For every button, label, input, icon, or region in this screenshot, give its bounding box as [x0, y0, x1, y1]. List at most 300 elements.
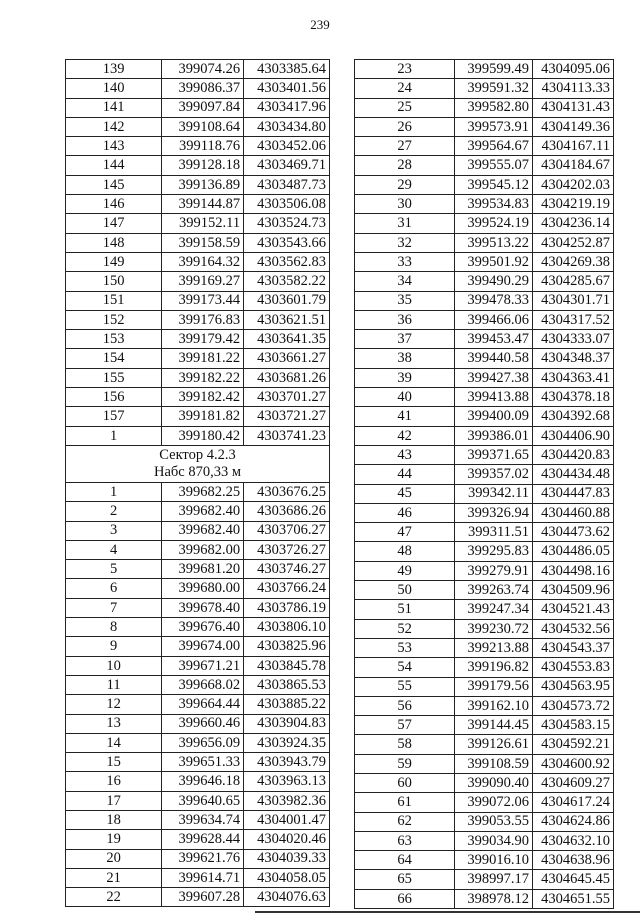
point-number-cell: 157 [66, 407, 162, 426]
y-coordinate-cell: 4303865.53 [244, 675, 330, 694]
table-row [66, 656, 330, 675]
x-coordinate-cell: 399311.51 [455, 523, 533, 542]
y-coordinate-cell: 4304058.05 [244, 868, 330, 887]
x-coordinate-cell: 399128.18 [162, 156, 244, 175]
table-row [355, 793, 614, 812]
right-table-rows [355, 60, 614, 909]
table-row [355, 233, 614, 252]
sector-title: Сектор 4.2.3 [159, 446, 236, 463]
x-coordinate-cell: 399072.06 [455, 793, 533, 812]
table-row [66, 407, 330, 426]
y-coordinate-cell: 4304184.67 [533, 156, 614, 175]
x-coordinate-cell: 399680.00 [162, 579, 244, 598]
y-coordinate-cell: 4303506.08 [244, 195, 330, 214]
y-coordinate-cell: 4303524.73 [244, 214, 330, 233]
y-coordinate-cell: 4304269.38 [533, 252, 614, 271]
y-coordinate-cell: 4303469.71 [244, 156, 330, 175]
table-row [355, 60, 614, 79]
page-number: 239 [310, 17, 330, 32]
x-coordinate-cell: 399180.42 [162, 426, 244, 445]
table-row [355, 252, 614, 271]
x-coordinate-cell: 399501.92 [455, 252, 533, 271]
x-coordinate-cell: 399152.11 [162, 214, 244, 233]
point-number-cell: 1 [66, 482, 162, 501]
point-number-cell: 55 [355, 677, 455, 696]
point-number-cell: 21 [66, 868, 162, 887]
point-number-cell: 46 [355, 503, 455, 522]
x-coordinate-cell: 399090.40 [455, 773, 533, 792]
y-coordinate-cell: 4304317.52 [533, 310, 614, 329]
point-number-cell: 34 [355, 272, 455, 291]
table-row [355, 368, 614, 387]
point-number-cell: 140 [66, 79, 162, 98]
x-coordinate-cell: 399582.80 [455, 98, 533, 117]
table-row [355, 812, 614, 831]
y-coordinate-cell: 4304333.07 [533, 330, 614, 349]
table-row [66, 521, 330, 540]
x-coordinate-cell: 399136.89 [162, 175, 244, 194]
x-coordinate-cell: 399490.29 [455, 272, 533, 291]
y-coordinate-cell: 4304632.10 [533, 831, 614, 850]
y-coordinate-cell: 4304001.47 [244, 810, 330, 829]
table-row [66, 791, 330, 810]
y-coordinate-cell: 4303681.26 [244, 368, 330, 387]
table-row [66, 291, 330, 310]
x-coordinate-cell: 399158.59 [162, 233, 244, 252]
sector-header-row [66, 445, 330, 482]
table-row [355, 870, 614, 889]
table-row [66, 349, 330, 368]
table-row [355, 658, 614, 677]
y-coordinate-cell: 4303982.36 [244, 791, 330, 810]
point-number-cell: 8 [66, 618, 162, 637]
point-number-cell: 61 [355, 793, 455, 812]
y-coordinate-cell: 4303562.83 [244, 252, 330, 271]
point-number-cell: 2 [66, 502, 162, 521]
y-coordinate-cell: 4304149.36 [533, 117, 614, 136]
point-number-cell: 23 [355, 60, 455, 79]
x-coordinate-cell: 399466.06 [455, 310, 533, 329]
y-coordinate-cell: 4303845.78 [244, 656, 330, 675]
y-coordinate-cell: 4304553.83 [533, 658, 614, 677]
table-row [66, 426, 330, 445]
x-coordinate-cell: 399053.55 [455, 812, 533, 831]
point-number-cell: 47 [355, 523, 455, 542]
x-coordinate-cell: 399173.44 [162, 291, 244, 310]
table-row [66, 675, 330, 694]
point-number-cell: 58 [355, 735, 455, 754]
point-number-cell: 3 [66, 521, 162, 540]
table-row [355, 696, 614, 715]
y-coordinate-cell: 4303452.06 [244, 137, 330, 156]
y-coordinate-cell: 4303924.35 [244, 733, 330, 752]
table-row [355, 310, 614, 329]
point-number-cell: 62 [355, 812, 455, 831]
x-coordinate-cell: 399591.32 [455, 79, 533, 98]
y-coordinate-cell: 4303721.27 [244, 407, 330, 426]
point-number-cell: 38 [355, 349, 455, 368]
point-number-cell: 60 [355, 773, 455, 792]
y-coordinate-cell: 4304617.24 [533, 793, 614, 812]
y-coordinate-cell: 4304392.68 [533, 407, 614, 426]
table-row [355, 156, 614, 175]
y-coordinate-cell: 4303621.51 [244, 310, 330, 329]
point-number-cell: 45 [355, 484, 455, 503]
table-row [355, 291, 614, 310]
x-coordinate-cell: 399573.91 [455, 117, 533, 136]
y-coordinate-cell: 4304131.43 [533, 98, 614, 117]
point-number-cell: 20 [66, 849, 162, 868]
y-coordinate-cell: 4303741.23 [244, 426, 330, 445]
point-number-cell: 59 [355, 754, 455, 773]
y-coordinate-cell: 4303963.13 [244, 772, 330, 791]
y-coordinate-cell: 4304563.95 [533, 677, 614, 696]
y-coordinate-cell: 4303601.79 [244, 291, 330, 310]
point-number-cell: 65 [355, 870, 455, 889]
x-coordinate-cell: 399513.22 [455, 233, 533, 252]
y-coordinate-cell: 4304573.72 [533, 696, 614, 715]
x-coordinate-cell: 399656.09 [162, 733, 244, 752]
point-number-cell: 155 [66, 368, 162, 387]
point-number-cell: 48 [355, 542, 455, 561]
table-row [66, 868, 330, 887]
x-coordinate-cell: 399660.46 [162, 714, 244, 733]
table-row [66, 888, 330, 907]
x-coordinate-cell: 399074.26 [162, 60, 244, 79]
y-coordinate-cell: 4303641.35 [244, 330, 330, 349]
point-number-cell: 37 [355, 330, 455, 349]
y-coordinate-cell: 4304447.83 [533, 484, 614, 503]
y-coordinate-cell: 4304651.55 [533, 889, 614, 908]
table-row [355, 889, 614, 908]
y-coordinate-cell: 4304095.06 [533, 60, 614, 79]
point-number-cell: 40 [355, 388, 455, 407]
table-row [355, 484, 614, 503]
point-number-cell: 16 [66, 772, 162, 791]
table-row [66, 117, 330, 136]
y-coordinate-cell: 4303885.22 [244, 695, 330, 714]
x-coordinate-cell: 399640.65 [162, 791, 244, 810]
point-number-cell: 7 [66, 598, 162, 617]
x-coordinate-cell: 399181.22 [162, 349, 244, 368]
point-number-cell: 50 [355, 581, 455, 600]
x-coordinate-cell: 399386.01 [455, 426, 533, 445]
x-coordinate-cell: 399144.87 [162, 195, 244, 214]
x-coordinate-cell: 399427.38 [455, 368, 533, 387]
point-number-cell: 141 [66, 98, 162, 117]
x-coordinate-cell: 399599.49 [455, 60, 533, 79]
table-row [355, 272, 614, 291]
point-number-cell: 44 [355, 465, 455, 484]
x-coordinate-cell: 399016.10 [455, 851, 533, 870]
x-coordinate-cell: 399678.40 [162, 598, 244, 617]
point-number-cell: 5 [66, 560, 162, 579]
point-number-cell: 149 [66, 252, 162, 271]
point-number-cell: 26 [355, 117, 455, 136]
table-row [66, 482, 330, 501]
sector-header [66, 445, 330, 482]
table-row [66, 849, 330, 868]
y-coordinate-cell: 4304638.96 [533, 851, 614, 870]
x-coordinate-cell: 399164.32 [162, 252, 244, 271]
x-coordinate-cell: 399628.44 [162, 830, 244, 849]
point-number-cell: 30 [355, 195, 455, 214]
x-coordinate-cell: 399682.25 [162, 482, 244, 501]
y-coordinate-cell: 4303806.10 [244, 618, 330, 637]
point-number-cell: 9 [66, 637, 162, 656]
table-row [355, 503, 614, 522]
table-row [355, 98, 614, 117]
y-coordinate-cell: 4304378.18 [533, 388, 614, 407]
y-coordinate-cell: 4303726.27 [244, 540, 330, 559]
point-number-cell: 143 [66, 137, 162, 156]
point-number-cell: 151 [66, 291, 162, 310]
table-row [355, 581, 614, 600]
table-row [66, 830, 330, 849]
y-coordinate-cell: 4303686.26 [244, 502, 330, 521]
table-row [355, 619, 614, 638]
table-row [355, 79, 614, 98]
y-coordinate-cell: 4304624.86 [533, 812, 614, 831]
point-number-cell: 15 [66, 753, 162, 772]
point-number-cell: 4 [66, 540, 162, 559]
table-row [66, 714, 330, 733]
coordinates-table-right [354, 59, 614, 909]
table-row [66, 330, 330, 349]
point-number-cell: 17 [66, 791, 162, 810]
table-row [66, 618, 330, 637]
point-number-cell: 57 [355, 716, 455, 735]
point-number-cell: 1 [66, 426, 162, 445]
coordinates-table-left [65, 59, 330, 907]
table-row [66, 272, 330, 291]
y-coordinate-cell: 4303676.25 [244, 482, 330, 501]
x-coordinate-cell: 399681.20 [162, 560, 244, 579]
y-coordinate-cell: 4303487.73 [244, 175, 330, 194]
sector-height: Набс 870,33 м [153, 463, 242, 480]
point-number-cell: 53 [355, 638, 455, 657]
table-row [66, 579, 330, 598]
x-coordinate-cell: 399534.83 [455, 195, 533, 214]
table-row [355, 716, 614, 735]
x-coordinate-cell: 399182.42 [162, 388, 244, 407]
table-row [355, 773, 614, 792]
x-coordinate-cell: 399607.28 [162, 888, 244, 907]
x-coordinate-cell: 399144.45 [455, 716, 533, 735]
x-coordinate-cell: 399176.83 [162, 310, 244, 329]
x-coordinate-cell: 399181.82 [162, 407, 244, 426]
y-coordinate-cell: 4304039.33 [244, 849, 330, 868]
y-coordinate-cell: 4304460.88 [533, 503, 614, 522]
x-coordinate-cell: 399279.91 [455, 561, 533, 580]
point-number-cell: 27 [355, 137, 455, 156]
table-row [355, 465, 614, 484]
x-coordinate-cell: 399169.27 [162, 272, 244, 291]
footer-line [255, 911, 640, 913]
table-row [355, 388, 614, 407]
x-coordinate-cell: 399034.90 [455, 831, 533, 850]
y-coordinate-cell: 4303417.96 [244, 98, 330, 117]
y-coordinate-cell: 4303825.96 [244, 637, 330, 656]
table-row [355, 561, 614, 580]
x-coordinate-cell: 399555.07 [455, 156, 533, 175]
x-coordinate-cell: 399295.83 [455, 542, 533, 561]
x-coordinate-cell: 399357.02 [455, 465, 533, 484]
left-table-rows-top [66, 60, 330, 446]
point-number-cell: 22 [66, 888, 162, 907]
y-coordinate-cell: 4304167.11 [533, 137, 614, 156]
table-row [355, 407, 614, 426]
y-coordinate-cell: 4304301.71 [533, 291, 614, 310]
point-number-cell: 13 [66, 714, 162, 733]
x-coordinate-cell: 399196.82 [455, 658, 533, 677]
point-number-cell: 145 [66, 175, 162, 194]
x-coordinate-cell: 399326.94 [455, 503, 533, 522]
table-row [355, 445, 614, 464]
y-coordinate-cell: 4304020.46 [244, 830, 330, 849]
table-row [66, 233, 330, 252]
point-number-cell: 31 [355, 214, 455, 233]
table-row [66, 388, 330, 407]
table-row [355, 330, 614, 349]
x-coordinate-cell: 399413.88 [455, 388, 533, 407]
y-coordinate-cell: 4304363.41 [533, 368, 614, 387]
point-number-cell: 150 [66, 272, 162, 291]
y-coordinate-cell: 4303582.22 [244, 272, 330, 291]
y-coordinate-cell: 4304509.96 [533, 581, 614, 600]
x-coordinate-cell: 399524.19 [455, 214, 533, 233]
x-coordinate-cell: 399440.58 [455, 349, 533, 368]
point-number-cell: 56 [355, 696, 455, 715]
point-number-cell: 54 [355, 658, 455, 677]
x-coordinate-cell: 399126.61 [455, 735, 533, 754]
point-number-cell: 14 [66, 733, 162, 752]
x-coordinate-cell: 399664.44 [162, 695, 244, 714]
y-coordinate-cell: 4304486.05 [533, 542, 614, 561]
x-coordinate-cell: 399108.59 [455, 754, 533, 773]
left-table-rows-bottom [66, 482, 330, 907]
table-row [355, 851, 614, 870]
table-row [66, 195, 330, 214]
x-coordinate-cell: 399179.56 [455, 677, 533, 696]
x-coordinate-cell: 399614.71 [162, 868, 244, 887]
y-coordinate-cell: 4304532.56 [533, 619, 614, 638]
point-number-cell: 39 [355, 368, 455, 387]
point-number-cell: 25 [355, 98, 455, 117]
table-row [355, 523, 614, 542]
x-coordinate-cell: 399342.11 [455, 484, 533, 503]
y-coordinate-cell: 4304406.90 [533, 426, 614, 445]
table-row [355, 137, 614, 156]
x-coordinate-cell: 399682.40 [162, 521, 244, 540]
y-coordinate-cell: 4304420.83 [533, 445, 614, 464]
x-coordinate-cell: 399230.72 [455, 619, 533, 638]
y-coordinate-cell: 4303943.79 [244, 753, 330, 772]
table-row [66, 60, 330, 79]
point-number-cell: 63 [355, 831, 455, 850]
y-coordinate-cell: 4303543.66 [244, 233, 330, 252]
x-coordinate-cell: 399621.76 [162, 849, 244, 868]
point-number-cell: 10 [66, 656, 162, 675]
point-number-cell: 42 [355, 426, 455, 445]
point-number-cell: 64 [355, 851, 455, 870]
x-coordinate-cell: 399371.65 [455, 445, 533, 464]
table-row [355, 542, 614, 561]
y-coordinate-cell: 4304521.43 [533, 600, 614, 619]
point-number-cell: 24 [355, 79, 455, 98]
point-number-cell: 43 [355, 445, 455, 464]
table-row [66, 810, 330, 829]
point-number-cell: 36 [355, 310, 455, 329]
x-coordinate-cell: 399682.00 [162, 540, 244, 559]
y-coordinate-cell: 4304348.37 [533, 349, 614, 368]
y-coordinate-cell: 4304252.87 [533, 233, 614, 252]
y-coordinate-cell: 4304202.03 [533, 175, 614, 194]
point-number-cell: 153 [66, 330, 162, 349]
x-coordinate-cell: 399682.40 [162, 502, 244, 521]
table-row [66, 772, 330, 791]
y-coordinate-cell: 4303701.27 [244, 388, 330, 407]
table-row [355, 195, 614, 214]
x-coordinate-cell: 399668.02 [162, 675, 244, 694]
y-coordinate-cell: 4304609.27 [533, 773, 614, 792]
y-coordinate-cell: 4304236.14 [533, 214, 614, 233]
x-coordinate-cell: 398997.17 [455, 870, 533, 889]
table-row [355, 735, 614, 754]
x-coordinate-cell: 399179.42 [162, 330, 244, 349]
table-row [355, 600, 614, 619]
x-coordinate-cell: 399086.37 [162, 79, 244, 98]
point-number-cell: 51 [355, 600, 455, 619]
table-row [66, 598, 330, 617]
point-number-cell: 41 [355, 407, 455, 426]
point-number-cell: 147 [66, 214, 162, 233]
point-number-cell: 18 [66, 810, 162, 829]
table-row [355, 638, 614, 657]
table-row [355, 426, 614, 445]
y-coordinate-cell: 4304645.45 [533, 870, 614, 889]
x-coordinate-cell: 399545.12 [455, 175, 533, 194]
x-coordinate-cell: 399671.21 [162, 656, 244, 675]
point-number-cell: 29 [355, 175, 455, 194]
sector-header-cell [66, 445, 330, 482]
x-coordinate-cell: 399674.00 [162, 637, 244, 656]
table-row [66, 156, 330, 175]
y-coordinate-cell: 4304219.19 [533, 195, 614, 214]
table-row [66, 79, 330, 98]
y-coordinate-cell: 4304543.37 [533, 638, 614, 657]
y-coordinate-cell: 4304592.21 [533, 735, 614, 754]
x-coordinate-cell: 399263.74 [455, 581, 533, 600]
point-number-cell: 139 [66, 60, 162, 79]
table-row [66, 368, 330, 387]
x-coordinate-cell: 399108.64 [162, 117, 244, 136]
table-row [66, 733, 330, 752]
table-row [355, 117, 614, 136]
table-row [355, 677, 614, 696]
y-coordinate-cell: 4303786.19 [244, 598, 330, 617]
x-coordinate-cell: 399247.34 [455, 600, 533, 619]
point-number-cell: 49 [355, 561, 455, 580]
point-number-cell: 32 [355, 233, 455, 252]
table-row [355, 349, 614, 368]
table-row [355, 754, 614, 773]
table-row [355, 831, 614, 850]
point-number-cell: 66 [355, 889, 455, 908]
x-coordinate-cell: 399646.18 [162, 772, 244, 791]
x-coordinate-cell: 399400.09 [455, 407, 533, 426]
x-coordinate-cell: 399634.74 [162, 810, 244, 829]
